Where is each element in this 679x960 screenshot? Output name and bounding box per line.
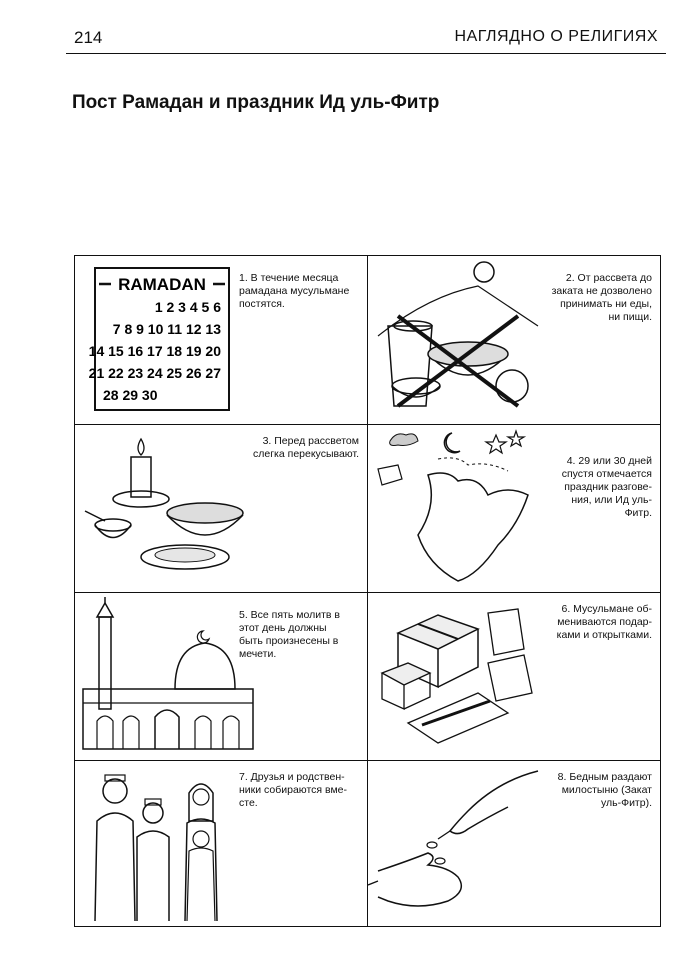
panel-5-caption: [239, 609, 340, 661]
caption-line: быть произнесены в: [239, 635, 339, 647]
panel-5: [75, 593, 367, 761]
page-title: Пост Рамадан и праздник Ид уль-Фитр: [72, 92, 440, 113]
panel-2: [368, 256, 660, 424]
calendar-row: 14 15 16 17 18 19 20: [88, 343, 221, 359]
calendar-row: 1 2 3 4 5 6: [154, 299, 221, 315]
caption-line: 5. Все пять молитв в: [239, 609, 340, 621]
panel-7-caption: [239, 771, 347, 810]
caption-line: уль-Фитр).: [600, 797, 652, 809]
page-header: [66, 20, 666, 54]
caption-line: мечети.: [239, 648, 277, 660]
panel-6: [368, 593, 660, 761]
caption-line: праздник разгове-: [564, 481, 652, 493]
panel-1-caption: [239, 272, 349, 311]
candle-and-meal-icon: [75, 425, 255, 593]
header-rule: [66, 53, 666, 54]
caption-line: 7. Друзья и родствен-: [239, 771, 345, 783]
caption-line: милостыню (Закат: [561, 784, 652, 796]
caption-line: 8. Бедным раздают: [557, 771, 652, 783]
running-title: НАГЛЯДНО О РЕЛИГИЯХ: [454, 28, 658, 45]
caption-line: 4. 29 или 30 дней: [566, 455, 652, 467]
panel-4-caption: [562, 455, 652, 520]
panel-8: [368, 761, 660, 929]
panel-3: [75, 425, 367, 593]
caption-line: ни пищи.: [608, 311, 652, 323]
panel-7: [75, 761, 367, 929]
caption-line: 6. Мусульмане об-: [561, 603, 652, 615]
gifts-and-cards-icon: [368, 593, 548, 761]
calendar-title: RAMADAN: [118, 275, 206, 294]
panel-4: [368, 425, 660, 593]
panel-8-caption: [558, 771, 652, 810]
caption-line: 2. От рассвета до: [565, 272, 652, 284]
page-number: 214: [74, 28, 103, 47]
panel-6-caption: [557, 603, 652, 642]
caption-line: спустя отмечается: [561, 468, 652, 480]
caption-line: 3. Перед рассветом: [262, 435, 359, 447]
giving-alms-icon: [368, 761, 548, 929]
calendar-row: 21 22 23 24 25 26 27: [88, 365, 221, 381]
panel-2-caption: [552, 272, 652, 324]
panel-3-caption: [253, 435, 359, 461]
caption-line: 1. В течение месяца: [239, 272, 339, 284]
caption-line: слегка перекусывают.: [253, 448, 359, 460]
caption-line: этот день должны: [239, 622, 327, 634]
calendar-row: 28 29 30: [103, 387, 158, 403]
caption-line: мениваются подар-: [557, 616, 652, 628]
crossed-out-food-icon: [368, 256, 548, 424]
panel-1: [75, 256, 367, 424]
calendar-row: 7 8 9 10 11 12 13: [112, 321, 221, 337]
panel-grid: [74, 255, 661, 927]
family-group-icon: [75, 761, 245, 929]
caption-line: ками и открытками.: [556, 629, 652, 641]
caption-line: рамадана мусульмане: [239, 285, 350, 297]
caption-line: принимать ни еды,: [560, 298, 652, 310]
caption-line: Фитр.: [624, 507, 652, 519]
ramadan-calendar-icon: [75, 256, 235, 416]
moon-over-arabia-icon: [368, 425, 548, 593]
caption-line: ники собираются вме-: [239, 784, 348, 796]
caption-line: постятся.: [239, 298, 285, 310]
mosque-icon: [75, 593, 255, 761]
caption-line: сте.: [239, 797, 258, 809]
caption-line: ния, или Ид уль-: [571, 494, 652, 506]
caption-line: заката не дозволено: [551, 285, 652, 297]
